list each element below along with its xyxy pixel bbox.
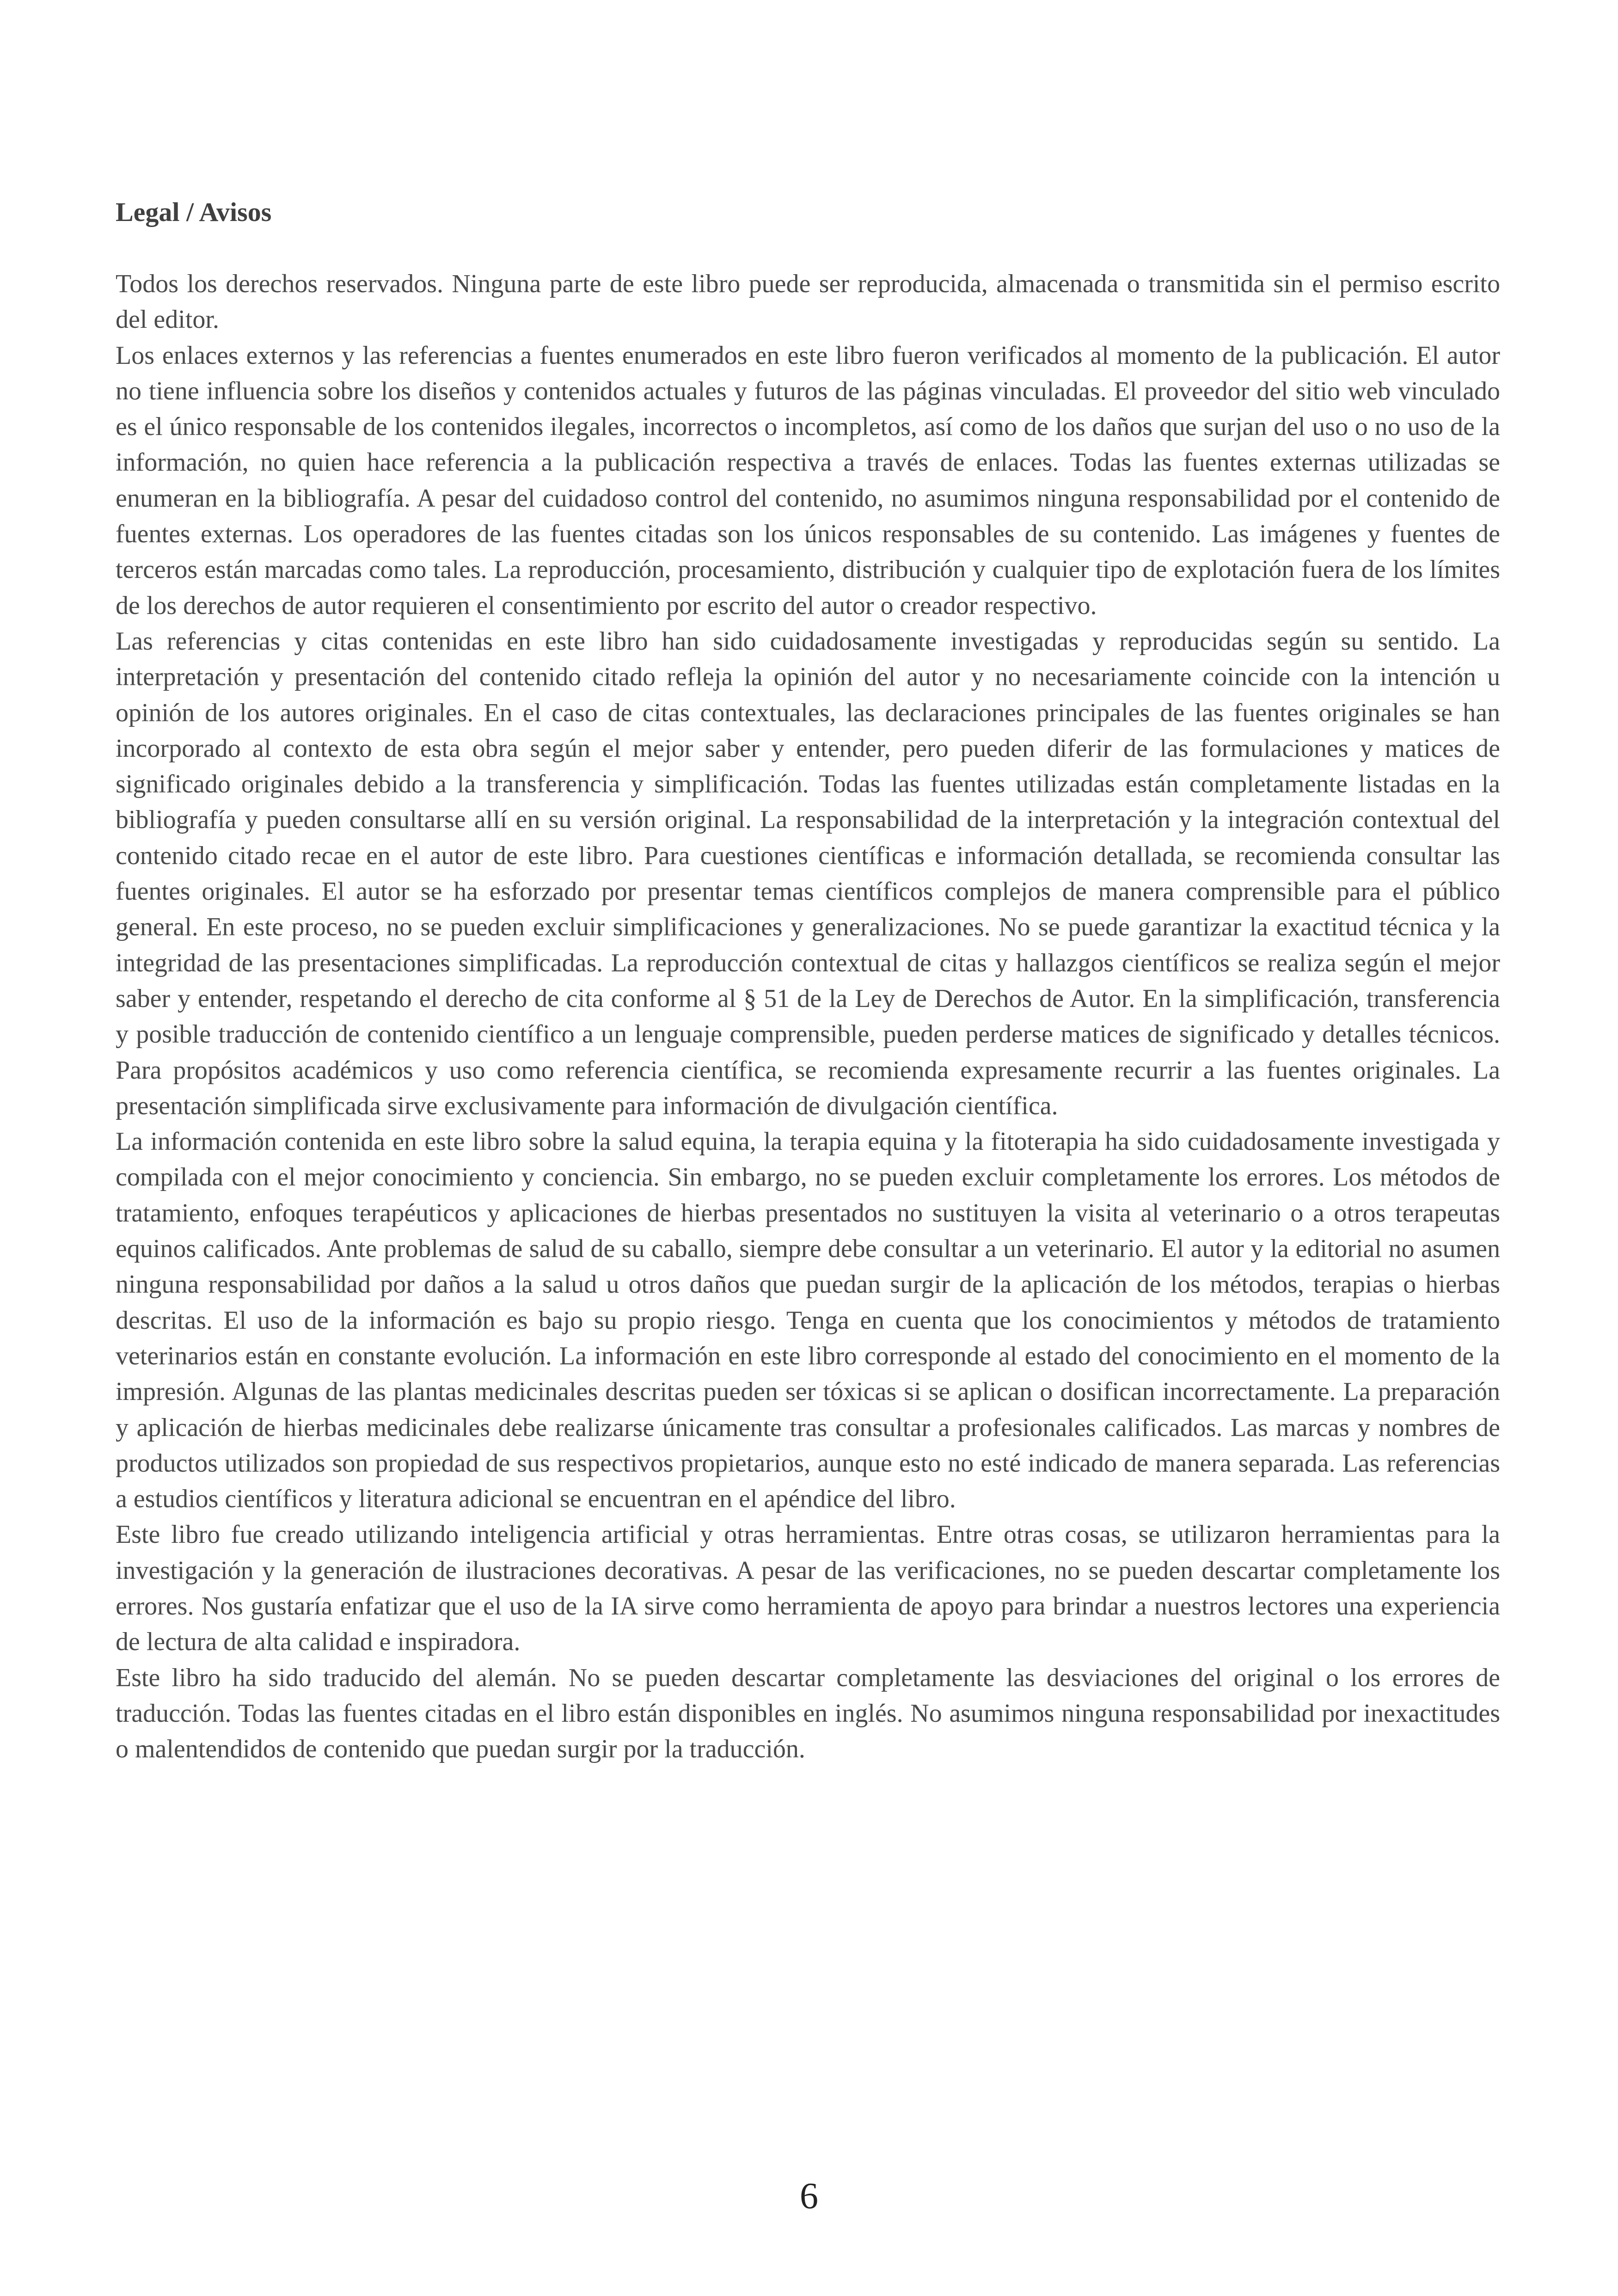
paragraph-health-disclaimer: La información contenida en este libro sobre la salud equina, la terapia equina y la fitoterapia ha sido cuidadosamente investigada y compilada con el mejor conocimiento y conciencia. Sin embargo, no se pueden excluir completamente los errores. Los métodos de tratamiento, enfoques terapéuticos y aplicaciones de hierbas presentados no sustituyen la visita al veterinario o a otros terapeutas equinos calificados. Ante problemas de salud de su caballo, siempre debe consultar a un veterinario. El autor y la editorial no asumen ninguna responsabilidad por daños a la salud u otros daños que puedan surgir de la aplicación de los métodos, terapias o hierbas descritas. El uso de la información es bajo su propio riesgo. Tenga en cuenta que los conocimientos y métodos de tratamiento veterinarios están en constante evolución. La información en este libro corresponde al estado del conocimiento en el momento de la impresión. Algunas de las plantas medicinales descritas pueden ser tóxicas si se aplican o dosifican incorrectamente. La preparación y aplicación de hierbas medicinales debe realizarse únicamente tras consultar a profesionales calificados. Las marcas y nombres de productos utilizados son propiedad de sus respectivos propietarios, aunque esto no esté indicado de manera separada. Las referencias a estudios científicos y literatura adicional se encuentran en el apéndice del libro. — [116, 1127, 1500, 1514]
paragraph-external-links: Los enlaces externos y las referencias a fuentes enumerados en este libro fueron verificados al momento de la publicación. El autor no tiene influencia sobre los diseños y contenidos actuales y futuros de las páginas vinculadas. El proveedor del sitio web vinculado es el único responsable de los contenidos ilegales, incorrectos o incompletos, así como de los daños que surjan del uso o no uso de la información, no quien hace referencia a la publicación respectiva a través de enlaces. Todas las fuentes externas utilizadas se enumeran en la bibliografía. A pesar del cuidadoso control del contenido, no asumimos ninguna responsabilidad por el contenido de fuentes externas. Los operadores de las fuentes citadas son los únicos responsables de su contenido. Las imágenes y fuentes de terceros están marcadas como tales. La reproducción, procesamiento, distribución y cualquier tipo de explotación fuera de los límites de los derechos de autor requieren el consentimiento por escrito del autor o creador respectivo. — [116, 341, 1500, 620]
page-number: 6 — [800, 2176, 818, 2216]
paragraph-translation-notice: Este libro ha sido traducido del alemán. No se pueden descartar completamente las desviaciones del original o los errores de traducción. Todas las fuentes citadas en el libro están disponibles en inglés. No asumimos ninguna responsabilidad por inexactitudes o malentendidos de contenido que puedan surgir por la traducción. — [116, 1663, 1500, 1764]
paragraph-ai-notice: Este libro fue creado utilizando inteligencia artificial y otras herramientas. Entre otras cosas, se utilizaron herramientas para la investigación y la generación de ilustraciones decorativas. A pesar de las verificaciones, no se pueden descartar completamente los errores. Nos gustaría enfatizar que el uso de la IA sirve como herramienta de apoyo para brindar a nuestros lectores una experiencia de lectura de alta calidad e inspiradora. — [116, 1520, 1500, 1657]
section-heading: Legal / Avisos — [116, 197, 272, 227]
paragraph-rights: Todos los derechos reservados. Ninguna parte de este libro puede ser reproducida, almacenada o transmitida sin el permiso escrito del editor. — [116, 270, 1500, 334]
page-content — [116, 194, 1500, 1767]
paragraph-citations: Las referencias y citas contenidas en este libro han sido cuidadosamente investigadas y reproducidas según su sentido. La interpretación y presentación del contenido citado refleja la opinión del autor y no necesariamente coincide con la intención u opinión de los autores originales. En el caso de citas contextuales, las declaraciones principales de las fuentes originales se han incorporado al contexto de esta obra según el mejor saber y entender, pero pueden diferir de las formulaciones y matices de significado originales debido a la transferencia y simplificación. Todas las fuentes utilizadas están completamente listadas en la bibliografía y pueden consultarse allí en su versión original. La responsabilidad de la interpretación y la integración contextual del contenido citado recae en el autor de este libro. Para cuestiones científicas e información detallada, se recomienda consultar las fuentes originales. El autor se ha esforzado por presentar temas científicos complejos de manera comprensible para el público general. En este proceso, no se pueden excluir simplificaciones y generalizaciones. No se puede garantizar la exactitud técnica y la integridad de las presentaciones simplificadas. La reproducción contextual de citas y hallazgos científicos se realiza según el mejor saber y entender, respetando el derecho de cita conforme al § 51 de la Ley de Derechos de Autor. En la simplificación, transferencia y posible traducción de contenido científico a un lenguaje comprensible, pueden perderse matices de significado y detalles técnicos. Para propósitos académicos y uso como referencia científica, se recomienda expresamente recurrir a las fuentes originales. La presentación simplificada sirve exclusivamente para información de divulgación científica. — [116, 626, 1500, 1120]
